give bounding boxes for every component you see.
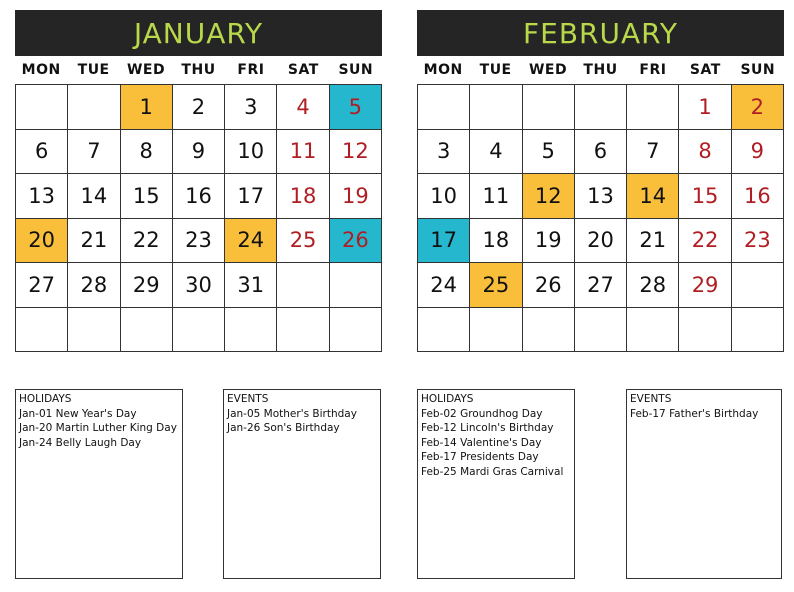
day-cell: 31 [225, 263, 277, 308]
day-cell: 16 [732, 174, 784, 219]
day-cell: 12 [330, 130, 382, 175]
day-cell: 3 [225, 85, 277, 130]
empty-cell [470, 308, 522, 353]
empty-cell [418, 85, 470, 130]
day-cell: 19 [330, 174, 382, 219]
month-title: FEBRUARY [417, 10, 784, 56]
list-item: Feb-17 Presidents Day [421, 451, 539, 464]
empty-cell [627, 308, 679, 353]
weekday-label: THU [181, 62, 216, 78]
empty-cell [679, 308, 731, 353]
events-title: EVENTS [227, 393, 269, 405]
empty-cell [16, 85, 68, 130]
empty-cell [225, 308, 277, 353]
day-cell: 21 [627, 219, 679, 264]
empty-cell [277, 263, 329, 308]
weekday-label: SAT [689, 62, 721, 78]
weekday-label: MON [21, 62, 61, 78]
day-cell: 13 [16, 174, 68, 219]
day-cell: 15 [679, 174, 731, 219]
day-cell: 19 [523, 219, 575, 264]
holiday-list [19, 407, 179, 451]
weekday-label: FRI [237, 62, 265, 78]
day-grid [15, 84, 382, 352]
day-grid [417, 84, 784, 352]
day-cell: 16 [173, 174, 225, 219]
empty-cell [68, 85, 120, 130]
list-item: Jan-05 Mother's Birthday [227, 407, 357, 420]
january-holidays-box [15, 389, 183, 579]
day-cell: 29 [679, 263, 731, 308]
empty-cell [470, 85, 522, 130]
day-cell: 22 [121, 219, 173, 264]
day-cell: 23 [173, 219, 225, 264]
day-cell: 26 [330, 219, 382, 264]
day-cell: 29 [121, 263, 173, 308]
event-list [227, 407, 377, 436]
day-cell: 4 [277, 85, 329, 130]
day-cell: 27 [16, 263, 68, 308]
day-cell: 24 [418, 263, 470, 308]
weekday-label: FRI [639, 62, 667, 78]
events-title: EVENTS [630, 393, 672, 405]
day-cell: 9 [173, 130, 225, 175]
day-cell: 25 [277, 219, 329, 264]
day-cell: 27 [575, 263, 627, 308]
weekday-label: WED [126, 62, 166, 78]
day-cell: 3 [418, 130, 470, 175]
day-cell: 11 [277, 130, 329, 175]
empty-cell [330, 308, 382, 353]
day-cell: 10 [418, 174, 470, 219]
day-cell: 17 [418, 219, 470, 264]
list-item: Jan-01 New Year's Day [19, 407, 137, 420]
day-cell: 5 [523, 130, 575, 175]
list-item: Jan-24 Belly Laugh Day [19, 436, 142, 449]
empty-cell [68, 308, 120, 353]
day-cell: 28 [68, 263, 120, 308]
list-item: Jan-26 Son's Birthday [227, 422, 340, 435]
day-cell: 7 [68, 130, 120, 175]
list-item: Feb-25 Mardi Gras Carnival [421, 465, 564, 478]
month-title: JANUARY [15, 10, 382, 56]
day-cell: 4 [470, 130, 522, 175]
weekday-label: SAT [287, 62, 319, 78]
day-cell: 6 [16, 130, 68, 175]
weekday-label: SUN [740, 62, 776, 78]
holidays-title: HOLIDAYS [421, 393, 474, 405]
day-cell: 9 [732, 130, 784, 175]
day-cell: 2 [732, 85, 784, 130]
weekday-label: MON [423, 62, 463, 78]
day-cell: 1 [121, 85, 173, 130]
february-holidays-box [417, 389, 575, 579]
january-events-box [223, 389, 381, 579]
day-cell: 1 [679, 85, 731, 130]
day-cell: 23 [732, 219, 784, 264]
empty-cell [523, 85, 575, 130]
day-cell: 8 [121, 130, 173, 175]
day-cell: 18 [470, 219, 522, 264]
list-item: Feb-14 Valentine's Day [421, 436, 542, 449]
weekday-header [15, 56, 382, 84]
empty-cell [732, 308, 784, 353]
empty-cell [627, 85, 679, 130]
holiday-list [421, 407, 571, 480]
day-cell: 26 [523, 263, 575, 308]
event-list [630, 407, 778, 422]
weekday-label: SUN [338, 62, 374, 78]
february-calendar [417, 10, 784, 352]
day-cell: 14 [627, 174, 679, 219]
empty-cell [16, 308, 68, 353]
day-cell: 22 [679, 219, 731, 264]
list-item: Feb-02 Groundhog Day [421, 407, 543, 420]
empty-cell [277, 308, 329, 353]
day-cell: 25 [470, 263, 522, 308]
list-item: Feb-12 Lincoln's Birthday [421, 422, 554, 435]
day-cell: 14 [68, 174, 120, 219]
weekday-label: WED [528, 62, 568, 78]
day-cell: 20 [575, 219, 627, 264]
day-cell: 18 [277, 174, 329, 219]
empty-cell [575, 85, 627, 130]
january-calendar [15, 10, 382, 352]
list-item: Jan-20 Martin Luther King Day [19, 422, 177, 435]
day-cell: 21 [68, 219, 120, 264]
day-cell: 5 [330, 85, 382, 130]
day-cell: 7 [627, 130, 679, 175]
day-cell: 20 [16, 219, 68, 264]
day-cell: 12 [523, 174, 575, 219]
empty-cell [575, 308, 627, 353]
day-cell: 24 [225, 219, 277, 264]
empty-cell [330, 263, 382, 308]
weekday-label: TUE [77, 62, 110, 78]
day-cell: 30 [173, 263, 225, 308]
day-cell: 11 [470, 174, 522, 219]
day-cell: 28 [627, 263, 679, 308]
weekday-header [417, 56, 784, 84]
empty-cell [732, 263, 784, 308]
empty-cell [121, 308, 173, 353]
day-cell: 6 [575, 130, 627, 175]
holidays-title: HOLIDAYS [19, 393, 72, 405]
weekday-label: THU [583, 62, 618, 78]
weekday-label: TUE [479, 62, 512, 78]
empty-cell [523, 308, 575, 353]
list-item: Feb-17 Father's Birthday [630, 407, 759, 420]
empty-cell [418, 308, 470, 353]
day-cell: 17 [225, 174, 277, 219]
day-cell: 15 [121, 174, 173, 219]
day-cell: 2 [173, 85, 225, 130]
day-cell: 13 [575, 174, 627, 219]
day-cell: 8 [679, 130, 731, 175]
empty-cell [173, 308, 225, 353]
day-cell: 10 [225, 130, 277, 175]
february-events-box [626, 389, 782, 579]
